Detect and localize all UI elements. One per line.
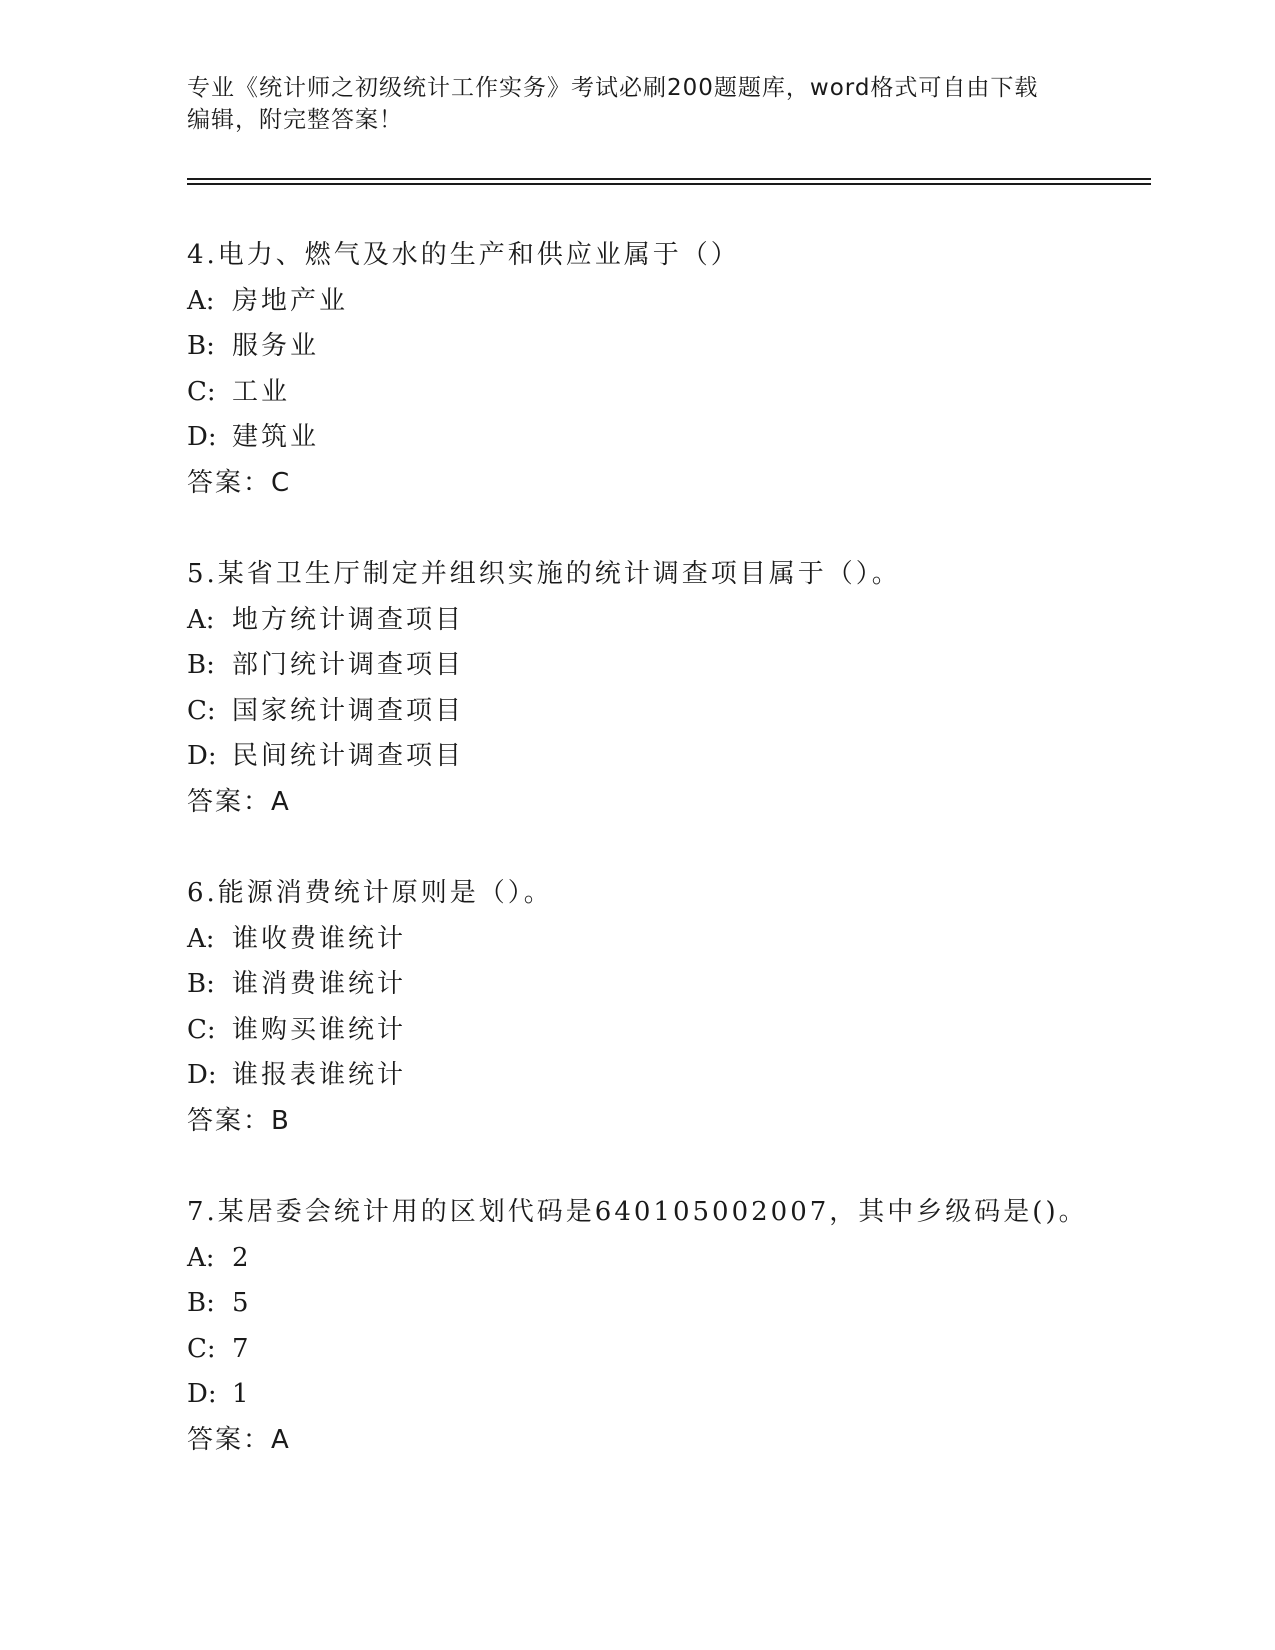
option-text: 地方统计调查项目	[232, 604, 465, 635]
header-line-2: 编辑，附完整答案！	[187, 107, 403, 133]
option-c	[187, 1008, 1147, 1054]
option-b	[187, 1281, 1147, 1327]
option-d	[187, 1372, 1147, 1418]
option-letter: B:	[187, 1288, 215, 1318]
option-letter: D:	[187, 422, 217, 452]
document-header	[187, 72, 1087, 136]
option-text: 谁购买谁统计	[232, 1014, 407, 1045]
question-text: 6.能源消费统计原则是（）。	[187, 878, 553, 908]
option-text: 工业	[232, 376, 291, 407]
option-letter: B:	[187, 969, 215, 999]
option-letter: C:	[187, 1333, 216, 1364]
option-text: 建筑业	[232, 422, 320, 452]
option-text: 国家统计调查项目	[232, 695, 465, 726]
option-text: 7	[232, 1333, 252, 1364]
option-a	[187, 1236, 1147, 1282]
option-letter: D:	[187, 1379, 217, 1409]
option-b	[187, 324, 1147, 370]
option-text: 服务业	[232, 331, 320, 361]
header-divider-bottom	[187, 183, 1151, 185]
option-letter: A:	[187, 1242, 215, 1273]
option-d	[187, 734, 1147, 780]
option-letter: A:	[187, 604, 215, 635]
option-a	[187, 279, 1147, 325]
option-text: 2	[232, 1242, 252, 1273]
question-text: 7.某居委会统计用的区划代码是640105002007，其中乡级码是()。	[187, 1197, 1088, 1227]
answer-text: 答案：B	[187, 1105, 291, 1136]
answer-text: 答案：A	[187, 1424, 291, 1455]
option-c	[187, 689, 1147, 735]
option-c	[187, 1327, 1147, 1373]
option-b	[187, 962, 1147, 1008]
option-letter: A:	[187, 923, 215, 954]
question-block	[187, 871, 1147, 1144]
option-letter: C:	[187, 695, 216, 726]
option-letter: C:	[187, 1014, 216, 1045]
option-text: 民间统计调查项目	[232, 741, 465, 771]
option-d	[187, 415, 1147, 461]
option-letter: A:	[187, 285, 215, 316]
question-text: 5.某省卫生厅制定并组织实施的统计调查项目属于（）。	[187, 559, 901, 589]
option-letter: C:	[187, 376, 216, 407]
option-text: 部门统计调查项目	[232, 650, 465, 680]
option-c	[187, 370, 1147, 416]
answer-text: 答案：C	[187, 467, 292, 498]
option-b	[187, 643, 1147, 689]
option-letter: B:	[187, 650, 215, 680]
option-text: 5	[232, 1288, 252, 1318]
option-letter: B:	[187, 331, 215, 361]
header-divider-top	[187, 178, 1151, 180]
option-a	[187, 598, 1147, 644]
option-text: 谁消费谁统计	[232, 969, 407, 999]
question-text: 4.电力、燃气及水的生产和供应业属于（）	[187, 240, 740, 270]
option-text: 1	[232, 1379, 252, 1409]
option-d	[187, 1053, 1147, 1099]
option-text: 谁报表谁统计	[232, 1060, 407, 1090]
option-letter: D:	[187, 741, 217, 771]
option-letter: D:	[187, 1060, 217, 1090]
option-a	[187, 917, 1147, 963]
question-block	[187, 233, 1147, 506]
header-line-1: 专业《统计师之初级统计工作实务》考试必刷200题题库，word格式可自由下载	[187, 75, 1039, 101]
question-block	[187, 552, 1147, 825]
option-text: 谁收费谁统计	[232, 923, 407, 954]
option-text: 房地产业	[232, 285, 349, 316]
answer-text: 答案：A	[187, 786, 291, 817]
question-block	[187, 1190, 1147, 1463]
